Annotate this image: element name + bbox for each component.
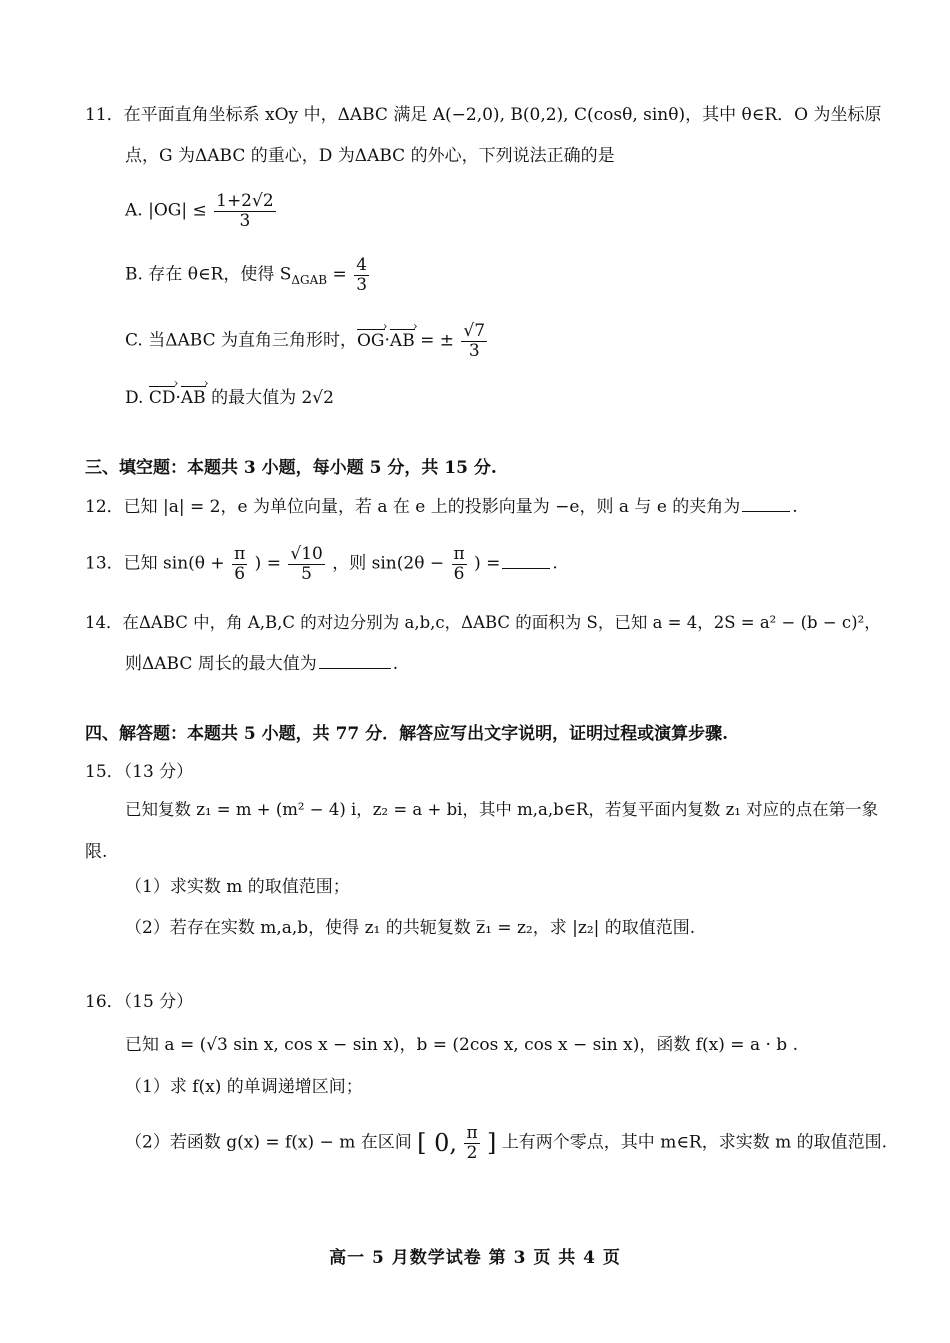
q13-numerator: √10 xyxy=(290,544,323,564)
option-d-vector-cd: CD › xyxy=(149,388,176,408)
section-3-heading: 三、填空题：本题共 3 小题，每小题 5 分，共 15 分. xyxy=(85,458,497,478)
q13-text-a: 13．已知 sin(θ + xyxy=(85,553,225,574)
option-b-denominator: 3 xyxy=(356,274,368,295)
option-d-dot: · xyxy=(175,388,181,408)
q15-line1: 已知复数 z₁ = m + (m² − 4) i，z₂ = a + bi，其中 m,a,b∈R，若复平面内复数 z₁ 对应的点在第一象 xyxy=(125,800,879,819)
pi-symbol: π xyxy=(234,544,246,564)
option-a-numerator: 1+2√2 xyxy=(216,191,274,211)
q16-part2-text-b: 上有两个零点，其中 m∈R，求实数 m 的取值范围. xyxy=(501,1132,888,1153)
q14-line2-text: 则ΔABC 周长的最大值为 xyxy=(125,654,317,674)
q15-part1: （1）求实数 m 的取值范围； xyxy=(125,877,350,897)
interval-right-bracket: ] xyxy=(487,1128,497,1157)
q11-stem-line1: 11．在平面直角坐标系 xOy 中，ΔABC 满足 A(−2,0), B(0,2), C(cosθ, sinθ)，其中 θ∈R．O 为坐标原 xyxy=(85,105,882,125)
option-d-text: 的最大值为 2√2 xyxy=(205,388,334,408)
q14-answer-blank xyxy=(319,654,391,669)
option-c-dot: · xyxy=(384,330,390,351)
option-b-prefix: B. 存在 θ∈R，使得 S xyxy=(125,264,292,285)
q13-answer-blank xyxy=(502,554,550,569)
six: 6 xyxy=(234,563,246,584)
q16-part1: （1）求 f(x) 的单调递增区间； xyxy=(125,1077,363,1097)
q14-line1: 14．在ΔABC 中，角 A,B,C 的对边分别为 a,b,c，ΔABC 的面积为 S，已知 a = 4，2S = a² − (b − c)²， xyxy=(85,613,881,632)
pi-over-2 xyxy=(464,1124,479,1162)
option-b-subscript: ΔGAB xyxy=(291,273,328,288)
option-a-prefix: A. xyxy=(125,200,143,221)
option-a-denominator: 3 xyxy=(239,210,251,231)
option-a-lhs: |OG| ≤ xyxy=(148,200,207,221)
q16-title: 16．（15 分） xyxy=(85,992,194,1012)
q14-line2 xyxy=(125,654,398,674)
q13-end: . xyxy=(552,553,558,574)
q11-option-b xyxy=(125,256,371,294)
option-c-vector-og: OG › xyxy=(357,331,385,351)
q15-part2: （2）若存在实数 m,a,b，使得 z₁ 的共轭复数 z̅₁ = z₂，求 |z₂| 的取值范围. xyxy=(125,918,696,938)
option-c-denominator: 3 xyxy=(468,340,480,361)
option-c-prefix: C. 当ΔABC 为直角三角形时， xyxy=(125,330,357,351)
option-d-vector-ab: AB › xyxy=(181,388,206,408)
option-c-fraction xyxy=(461,322,487,360)
q13 xyxy=(85,545,558,583)
q16-part2-text-a: （2）若函数 g(x) = f(x) − m 在区间 xyxy=(125,1132,412,1153)
option-d-prefix: D. xyxy=(125,388,144,408)
q11-option-a xyxy=(125,192,278,230)
q12 xyxy=(85,497,798,517)
page-footer: 高一 5 月数学试卷 第 3 页 共 4 页 xyxy=(329,1248,621,1268)
option-c-vector-ab: AB › xyxy=(390,331,415,351)
q12-end: . xyxy=(792,497,798,517)
q13-text-b: ) = xyxy=(254,553,281,574)
q16-part2 xyxy=(125,1124,887,1162)
q13-denominator: 5 xyxy=(301,563,312,584)
q11-stem-line2: 点，G 为ΔABC 的重心，D 为ΔABC 的外心，下列说法正确的是 xyxy=(125,146,615,166)
option-a-fraction xyxy=(214,192,276,230)
option-c-equals: = ± xyxy=(414,330,454,351)
six: 6 xyxy=(453,563,465,584)
q13-fraction xyxy=(288,545,324,583)
option-b-numerator: 4 xyxy=(356,255,368,275)
q13-text-c: ，则 sin(2θ − xyxy=(332,553,445,574)
pi-symbol: π xyxy=(466,1123,478,1143)
q13-pi-over-6-b xyxy=(452,545,467,583)
pi-symbol: π xyxy=(453,544,465,564)
q12-text: 12．已知 |a| = 2，e 为单位向量，若 a 在 e 上的投影向量为 −e，则 a 与 e 的夹角为 xyxy=(85,497,741,517)
q11-option-c xyxy=(125,322,489,360)
option-b-fraction xyxy=(354,256,369,294)
q15-line2: 限. xyxy=(85,842,108,862)
q13-text-d: ) = xyxy=(474,553,501,574)
q14-end: . xyxy=(392,654,399,674)
q13-pi-over-6-a xyxy=(232,545,247,583)
q16-line1: 已知 a = (√3 sin x, cos x − sin x)，b = (2cos x, cos x − sin x)，函数 f(x) = a · b . xyxy=(125,1035,798,1055)
q12-answer-blank xyxy=(742,497,790,512)
q11-option-d xyxy=(125,388,334,408)
option-c-numerator: √7 xyxy=(463,321,486,341)
section-4-heading: 四、解答题：本题共 5 小题，共 77 分．解答应写出文字说明，证明过程或演算步骤. xyxy=(85,724,729,744)
two: 2 xyxy=(466,1142,478,1163)
q15-title: 15．（13 分） xyxy=(85,762,194,782)
option-b-equals: = xyxy=(327,264,347,285)
interval-left-bracket: [ 0, xyxy=(417,1128,458,1157)
